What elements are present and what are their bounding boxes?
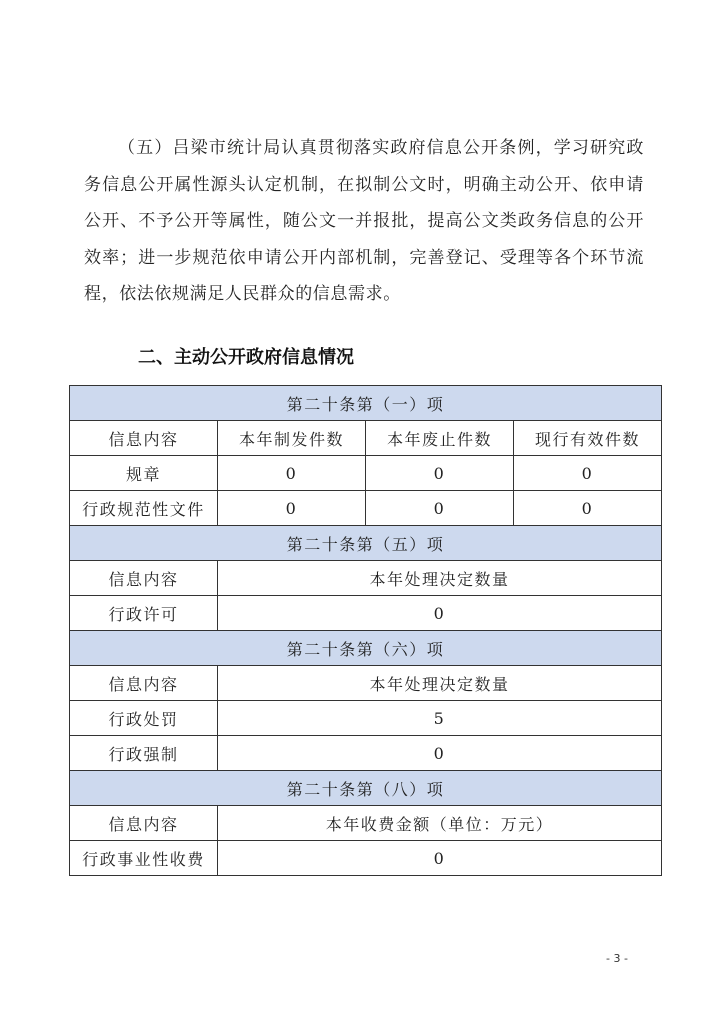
row-value: 0 [514, 491, 662, 526]
header-cell: 本年收费金额（单位：万元） [218, 806, 662, 841]
section-row-5 [70, 526, 662, 561]
header-cell: 本年处理决定数量 [218, 561, 662, 596]
row-value: 0 [514, 456, 662, 491]
section-row-8 [70, 771, 662, 806]
header-cell: 信息内容 [70, 561, 218, 596]
table-row [70, 701, 662, 736]
row-value: 0 [218, 736, 662, 771]
row-value: 0 [218, 596, 662, 631]
row-value: 0 [218, 491, 366, 526]
header-cell: 本年处理决定数量 [218, 666, 662, 701]
row-value: 5 [218, 701, 662, 736]
header-row [70, 666, 662, 701]
section-title: 第二十条第（八）项 [70, 771, 662, 806]
row-label: 行政事业性收费 [70, 841, 218, 876]
header-cell: 本年制发件数 [218, 421, 366, 456]
header-cell: 信息内容 [70, 806, 218, 841]
header-row [70, 421, 662, 456]
row-label: 行政强制 [70, 736, 218, 771]
row-value: 0 [218, 841, 662, 876]
table-row [70, 491, 662, 526]
header-cell: 现行有效件数 [514, 421, 662, 456]
row-label: 行政许可 [70, 596, 218, 631]
header-row [70, 806, 662, 841]
section-row-6 [70, 631, 662, 666]
row-label: 行政规范性文件 [70, 491, 218, 526]
table-row [70, 456, 662, 491]
row-value: 0 [218, 456, 366, 491]
header-cell: 信息内容 [70, 666, 218, 701]
disclosure-table [69, 385, 662, 876]
section-row-1 [70, 386, 662, 421]
section-heading: 二、主动公开政府信息情况 [138, 347, 354, 368]
header-row [70, 561, 662, 596]
table-row [70, 736, 662, 771]
row-label: 行政处罚 [70, 701, 218, 736]
section-title: 第二十条第（一）项 [70, 386, 662, 421]
row-value: 0 [366, 491, 514, 526]
row-value: 0 [366, 456, 514, 491]
header-cell: 信息内容 [70, 421, 218, 456]
body-paragraph: （五）吕梁市统计局认真贯彻落实政府信息公开条例，学习研究政务信息公开属性源头认定机制，在拟制公文时，明确主动公开、依申请公开、不予公开等属性，随公文一并报批，提高公文类政务信息的公开效率；进一步规范依申请公开内部机制，完善登记、受理等各个环节流程，依法依规满足人民群众的信息需求。 [84, 138, 644, 304]
page-number: - 3 - [606, 952, 628, 965]
section-title: 第二十条第（五）项 [70, 526, 662, 561]
header-cell: 本年废止件数 [366, 421, 514, 456]
table-row [70, 596, 662, 631]
row-label: 规章 [70, 456, 218, 491]
table-row [70, 841, 662, 876]
section-title: 第二十条第（六）项 [70, 631, 662, 666]
